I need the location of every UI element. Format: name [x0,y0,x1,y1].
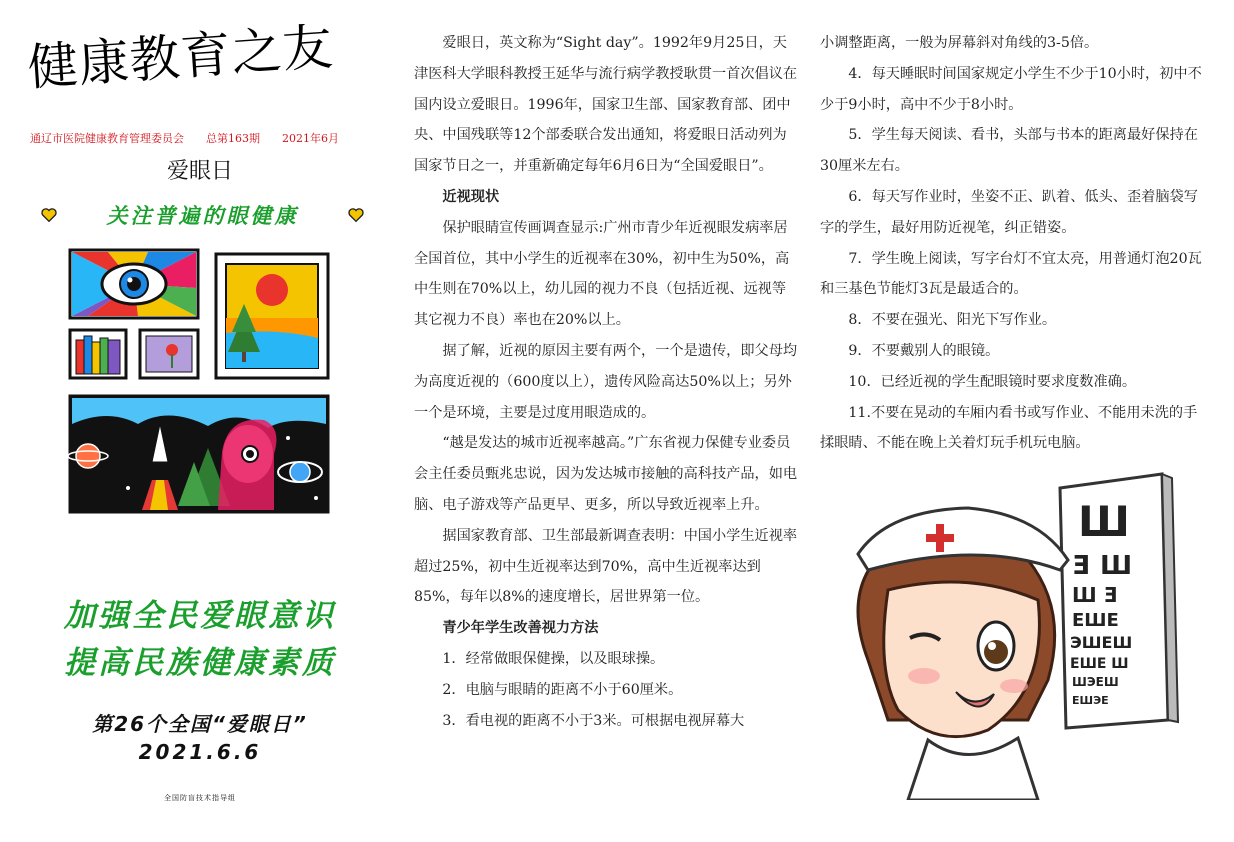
call-to-action-line-1: 加强全民爱眼意识 [64,598,336,634]
tip-item: 9．不要戴别人的眼镜。 [848,342,1000,359]
slogan-row [40,200,365,230]
svg-text:Ǝ: Ǝ [1072,551,1090,581]
tip-item-continued: 小调整距离，一般为屏幕斜对角线的3-5倍。 [820,35,1099,51]
paragraph-national-survey: 据国家教育部、卫生部最新调查表明：中国小学生近视率超过25%，初中生近视率达到70%，高中生近视率达到85%，每年以8%的速度增长，居世界第一位。 [414,527,798,606]
svg-text:ЕШЭЕ: ЕШЭЕ [1072,694,1109,707]
heart-icon [347,206,365,224]
nurse-illustration [828,470,1200,800]
flower-panel-icon [140,330,198,378]
article-column-middle [414,28,800,736]
tip-item: 5．学生每天阅读、看书，头部与书本的距离最好保持在30厘米左右。 [820,127,1198,175]
event-date: 2021.6.6 [138,740,262,764]
books-panel-icon [70,330,126,378]
tip-item: 6．每天写作业时，坐姿不正、趴着、低头、歪着脑袋写字的学生，最好用防近视笔，纠正错姿。 [820,188,1198,236]
eye-panel-icon [70,250,198,318]
svg-text:Ш: Ш [1078,497,1130,546]
heart-icon [40,206,58,224]
nurse-character [858,508,1068,800]
tip-item: 10．已经近视的学生配眼镜时要求度数准确。 [848,373,1137,390]
call-to-action-line-2: 提高民族健康素质 [64,645,336,681]
issue-line [30,130,375,146]
svg-text:ЭШЕШ: ЭШЕШ [1070,633,1133,652]
tip-item: 8．不要在强光、阳光下写作业。 [848,312,1057,329]
article-column-right [820,28,1206,459]
landscape-panel-icon [216,254,328,378]
tip-item: 11.不要在晃动的车厢内看书或写作业、不能用未洗的手揉眼睛、不能在晚上关着灯玩手机玩电脑。 [820,404,1198,452]
paragraph-causes: 据了解，近视的原因主要有两个，一个是遗传，即父母均为高度近视的（600度以上），遗传风险高达50%以上；另外一个是环境，主要是过度用眼造成的。 [414,342,798,421]
eye-chart-illustration [1060,474,1178,728]
intro-paragraph: 爱眼日，英文称为“Sight day”。1992年9月25日，天津医科大学眼科教授王延华与流行病学教授耿贯一首次倡议在国内设立爱眼日。1996年，国家卫生部、国家教育部、团中央、中国残联等12个部委联合发出通知，将爱眼日活动列为国家节日之一，并重新确定每年6月6日为“全国爱眼日”。 [414,35,798,175]
guide-credit: 全国防盲技术指导组 [164,794,236,802]
issue-date: 2021年6月 [282,132,339,145]
tip-item: 2．电脑与眼睛的距离不小于60厘米。 [442,681,683,698]
svg-text:Ш: Ш [1100,551,1133,581]
masthead-title: 健康教育之友 [25,17,336,97]
paragraph-developed-cities: “越是发达的城市近视率越高。”广东省视力保健专业委员会主任委员甄兆忠说，因为发达城市接触的高科技产品，如电脑、电子游戏等产品更早、更多，所以导致近视率上升。 [414,435,798,513]
eye-art-illustration [68,248,334,518]
tip-item: 4．每天睡眠时间国家规定小学生不少于10小时，初中不少于9小时，高中不少于8小时。 [820,65,1202,113]
slogan: 关注普遍的眼健康 [106,204,299,228]
svg-text:ШЭЕШ: ШЭЕШ [1072,675,1119,689]
tip-item: 3．看电视的距离不小于3米。可根据电视屏幕大 [442,712,745,729]
svg-text:ЕШЕ Ш: ЕШЕ Ш [1070,656,1129,672]
paragraph-survey: 保护眼睛宣传画调查显示:广州市青少年近视眼发病率居全国首位，其中小学生的近视率在30%，初中生为50%，高中生则在70%以上，幼儿园的视力不良（包括近视、远视等其它视力不良）率也在20%以上。 [414,219,790,329]
section-heading-myopia-status: 近视现状 [442,188,500,205]
anniversary-heading: 第26个全国“爱眼日” [92,712,308,736]
tip-item: 1．经常做眼保健操，以及眼球操。 [442,650,665,667]
topic-title: 爱眼日 [166,159,233,184]
svg-text:ЕШЕ: ЕШЕ [1072,610,1119,631]
space-panel-icon [68,396,328,512]
svg-text:Ш Ǝ: Ш Ǝ [1072,583,1118,607]
section-heading-improvement-methods: 青少年学生改善视力方法 [442,620,599,637]
tip-item: 7．学生晚上阅读，写字台灯不宜太亮，用普通灯泡20瓦和三基色节能灯3瓦是最适合的。 [820,250,1202,298]
publisher: 通辽市医院健康教育管理委员会 [30,132,184,145]
issue-number: 总第163期 [206,132,260,145]
